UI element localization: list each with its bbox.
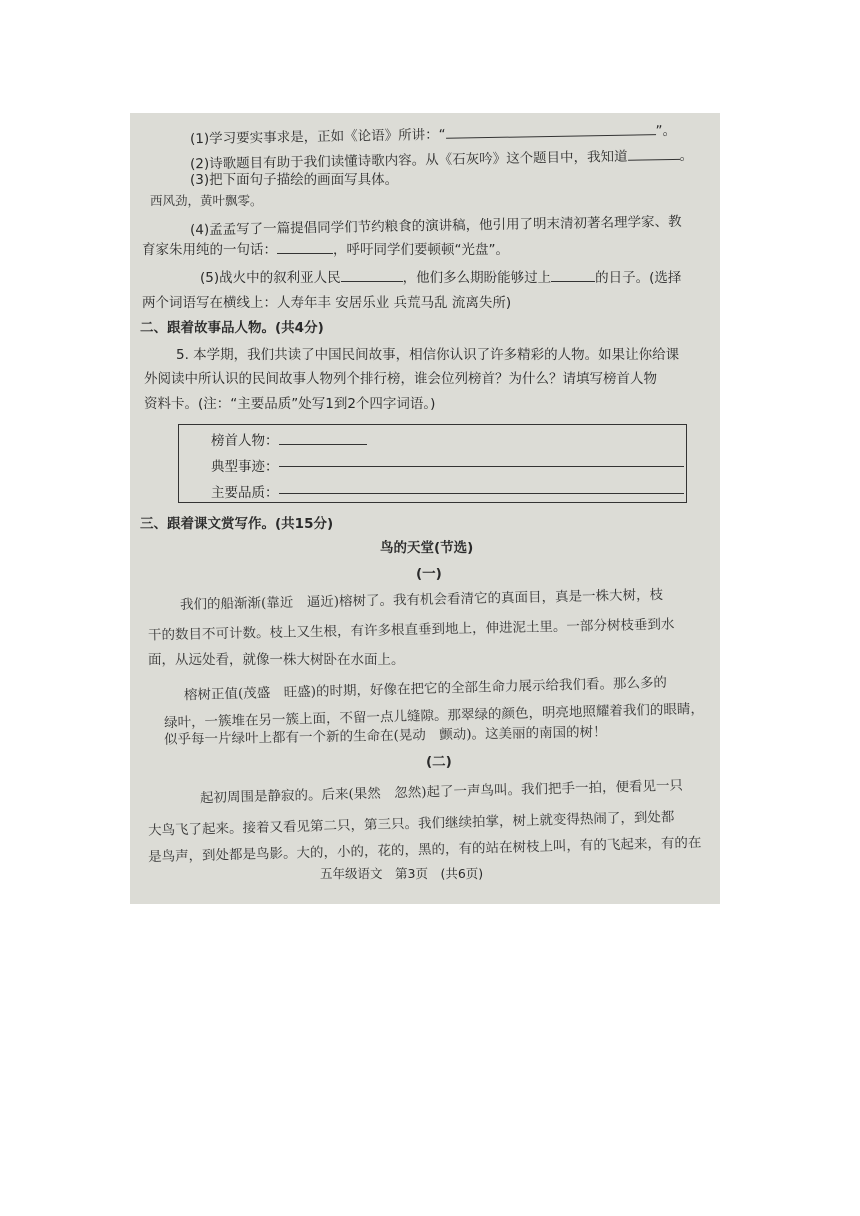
- card-blank-qualities[interactable]: [279, 493, 684, 494]
- section-3-heading: 三、跟着课文赏写作。(共15分): [140, 516, 334, 532]
- section-2-heading: 二、跟着故事品人物。(共4分): [140, 320, 324, 336]
- question-4-5-line1: (5)战火中的叙利亚人民 ，他们多么期盼能够过上 的日子。(选择: [200, 270, 682, 286]
- part-2-label: (二): [426, 754, 452, 770]
- card-field-deeds: 典型事迹：: [211, 459, 279, 475]
- passage-para3-line3: 是鸟声，到处都是鸟影。大的，小的，花的，黑的，有的站在树枝上叫，有的飞起来，有的在: [147, 834, 702, 866]
- exam-page-photo: [130, 113, 720, 904]
- card-field-qualities: 主要品质：: [211, 485, 279, 501]
- passage-title: 鸟的天堂(节选): [380, 540, 474, 556]
- answer-blank[interactable]: [277, 240, 333, 254]
- question-5-line2: 外阅读中所认识的民间故事人物列个排行榜，谁会位列榜首？为什么？请填写榜首人物: [144, 371, 657, 387]
- sentence-to-expand: 西风劲，黄叶飘零。: [150, 193, 263, 208]
- question-4-1: (1)学习要实事求是，正如《论语》所讲：“ ”。: [189, 122, 677, 148]
- answer-blank[interactable]: [445, 121, 655, 139]
- card-field-character: 榜首人物：: [211, 433, 279, 449]
- passage-para2-line3: 似乎每一片绿叶上都有一个新的生命在(晃动 颤动)。这美丽的南国的树！: [163, 724, 607, 748]
- question-4-4-line1: (4)孟孟写了一篇提倡同学们节约粮食的演讲稿，他引用了明末清初著名理学家、教: [189, 213, 682, 239]
- question-4-4-line2: 育家朱用纯的一句话： ，呼吁同学们要顿顿“光盘”。: [142, 242, 509, 258]
- passage-para1-line3: 面，从远处看，就像一株大树卧在水面上。: [148, 652, 405, 668]
- answer-blank[interactable]: [341, 268, 403, 282]
- question-4-2: (2)诗歌题目有助于我们读懂诗歌内容。从《石灰吟》这个题目中，我知道 。: [189, 147, 694, 173]
- answer-blank[interactable]: [627, 146, 679, 161]
- passage-para2-line2: 绿叶，一簇堆在另一簇上面，不留一点儿缝隙。那翠绿的颜色，明亮地照耀着我们的眼睛，: [163, 700, 705, 732]
- part-1-label: (一): [416, 566, 442, 582]
- question-4-5-line2: 两个词语写在横线上：人寿年丰 安居乐业 兵荒马乱 流离失所): [142, 295, 512, 311]
- passage-para2-line1: 榕树正值(茂盛 旺盛)的时期，好像在把它的全部生命力展示给我们看。那么多的: [183, 674, 668, 704]
- page-footer: 五年级语文 第3页 (共6页): [320, 866, 484, 881]
- passage-para3-line2: 大鸟飞了起来。接着又看见第二只，第三只。我们继续拍掌，树上就变得热闹了，到处都: [147, 809, 675, 839]
- passage-para3-line1: 起初周围是静寂的。后来(果然 忽然)起了一声鸟叫。我们把手一拍，便看见一只: [199, 777, 684, 807]
- card-blank-character[interactable]: [279, 444, 367, 445]
- passage-para1-line1: 我们的船渐渐(靠近 逼近)榕树了。我有机会看清它的真面目，真是一株大树，枝: [179, 586, 664, 614]
- answer-blank[interactable]: [551, 268, 595, 282]
- passage-para1-line2: 干的数目不可计数。枝上又生根，有许多根直垂到地上，伸进泥土里。一部分树枝垂到水: [147, 616, 675, 644]
- question-5-line1: 5. 本学期，我们共读了中国民间故事，相信你认识了许多精彩的人物。如果让你给课: [176, 347, 680, 363]
- character-info-card: [178, 424, 687, 503]
- question-4-3: (3)把下面句子描绘的画面写具体。: [190, 172, 399, 188]
- question-5-line3: 资料卡。(注：“主要品质”处写1到2个四字词语。): [144, 396, 436, 412]
- card-blank-deeds[interactable]: [279, 466, 684, 467]
